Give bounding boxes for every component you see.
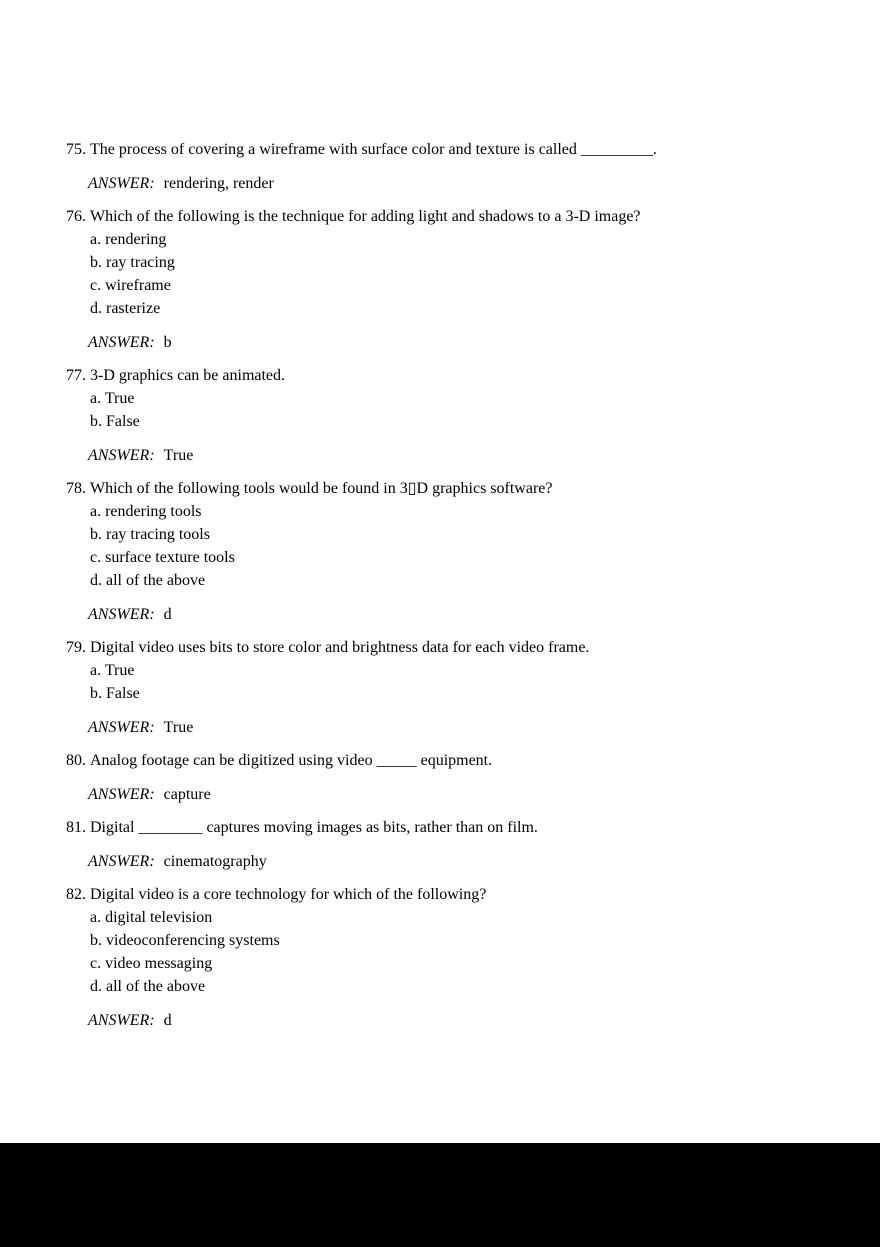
option-a: a. True — [90, 662, 135, 679]
answer-label: ANSWER: — [88, 334, 155, 351]
option-b: b. ray tracing tools — [90, 526, 210, 543]
option-c: c. surface texture tools — [90, 549, 235, 566]
answer-line — [88, 783, 826, 806]
answer-label: ANSWER: — [88, 786, 155, 803]
answer-line — [88, 172, 826, 195]
answer-label: ANSWER: — [88, 447, 155, 464]
question-line — [66, 205, 826, 228]
answer-line — [88, 1009, 826, 1032]
option-d: d. rasterize — [90, 300, 161, 317]
question-77 — [66, 364, 826, 467]
option-a: a. rendering tools — [90, 503, 202, 520]
question-number: 82. — [66, 886, 86, 903]
answer-value: True — [163, 447, 194, 464]
answer-line — [88, 331, 826, 354]
question-text: Digital video uses bits to store color and brightness data for each video frame. — [90, 639, 590, 656]
answer-line — [88, 716, 826, 739]
question-text: The process of covering a wireframe with surface color and texture is called _________. — [90, 141, 657, 158]
answer-label: ANSWER: — [88, 719, 155, 736]
answer-label: ANSWER: — [88, 175, 155, 192]
answer-label: ANSWER: — [88, 606, 155, 623]
option-d: d. all of the above — [90, 978, 206, 995]
answer-value: rendering, render — [163, 175, 274, 192]
question-75 — [66, 138, 826, 195]
bottom-black-band — [0, 1143, 880, 1247]
question-78 — [66, 477, 826, 626]
question-number: 79. — [66, 639, 86, 656]
question-text: Digital ________ captures moving images as bits, rather than on film. — [90, 819, 538, 836]
question-line — [66, 883, 826, 906]
option-b: b. False — [90, 413, 140, 430]
option-a: a. digital television — [90, 909, 213, 926]
answer-label: ANSWER: — [88, 853, 155, 870]
question-80 — [66, 749, 826, 806]
question-text: Analog footage can be digitized using video _____ equipment. — [90, 752, 493, 769]
question-79 — [66, 636, 826, 739]
question-82 — [66, 883, 826, 1032]
answer-value: d — [163, 1012, 172, 1029]
answer-line — [88, 850, 826, 873]
question-line — [66, 636, 826, 659]
answer-line — [88, 603, 826, 626]
question-number: 81. — [66, 819, 86, 836]
question-text: Which of the following is the technique for adding light and shadows to a 3-D image? — [90, 208, 641, 225]
option-c: c. video messaging — [90, 955, 213, 972]
option-d: d. all of the above — [90, 572, 206, 589]
question-76 — [66, 205, 826, 354]
question-text: 3-D graphics can be animated. — [90, 367, 286, 384]
answer-value: b — [163, 334, 172, 351]
answer-value: True — [163, 719, 194, 736]
answer-line — [88, 444, 826, 467]
question-number: 76. — [66, 208, 86, 225]
question-line — [66, 364, 826, 387]
question-line — [66, 138, 826, 161]
answer-value: cinematography — [163, 853, 267, 870]
option-b: b. ray tracing — [90, 254, 175, 271]
question-number: 80. — [66, 752, 86, 769]
question-text: Which of the following tools would be found in 3▯D graphics software? — [90, 480, 553, 497]
option-b: b. False — [90, 685, 140, 702]
question-line — [66, 477, 826, 500]
option-c: c. wireframe — [90, 277, 171, 294]
question-81 — [66, 816, 826, 873]
question-line — [66, 816, 826, 839]
option-a: a. True — [90, 390, 135, 407]
question-number: 75. — [66, 141, 86, 158]
question-list — [66, 138, 826, 1042]
option-a: a. rendering — [90, 231, 167, 248]
question-number: 77. — [66, 367, 86, 384]
answer-label: ANSWER: — [88, 1012, 155, 1029]
answer-value: capture — [163, 786, 211, 803]
question-number: 78. — [66, 480, 86, 497]
option-b: b. videoconferencing systems — [90, 932, 280, 949]
answer-value: d — [163, 606, 172, 623]
question-text: Digital video is a core technology for which of the following? — [90, 886, 487, 903]
question-line — [66, 749, 826, 772]
